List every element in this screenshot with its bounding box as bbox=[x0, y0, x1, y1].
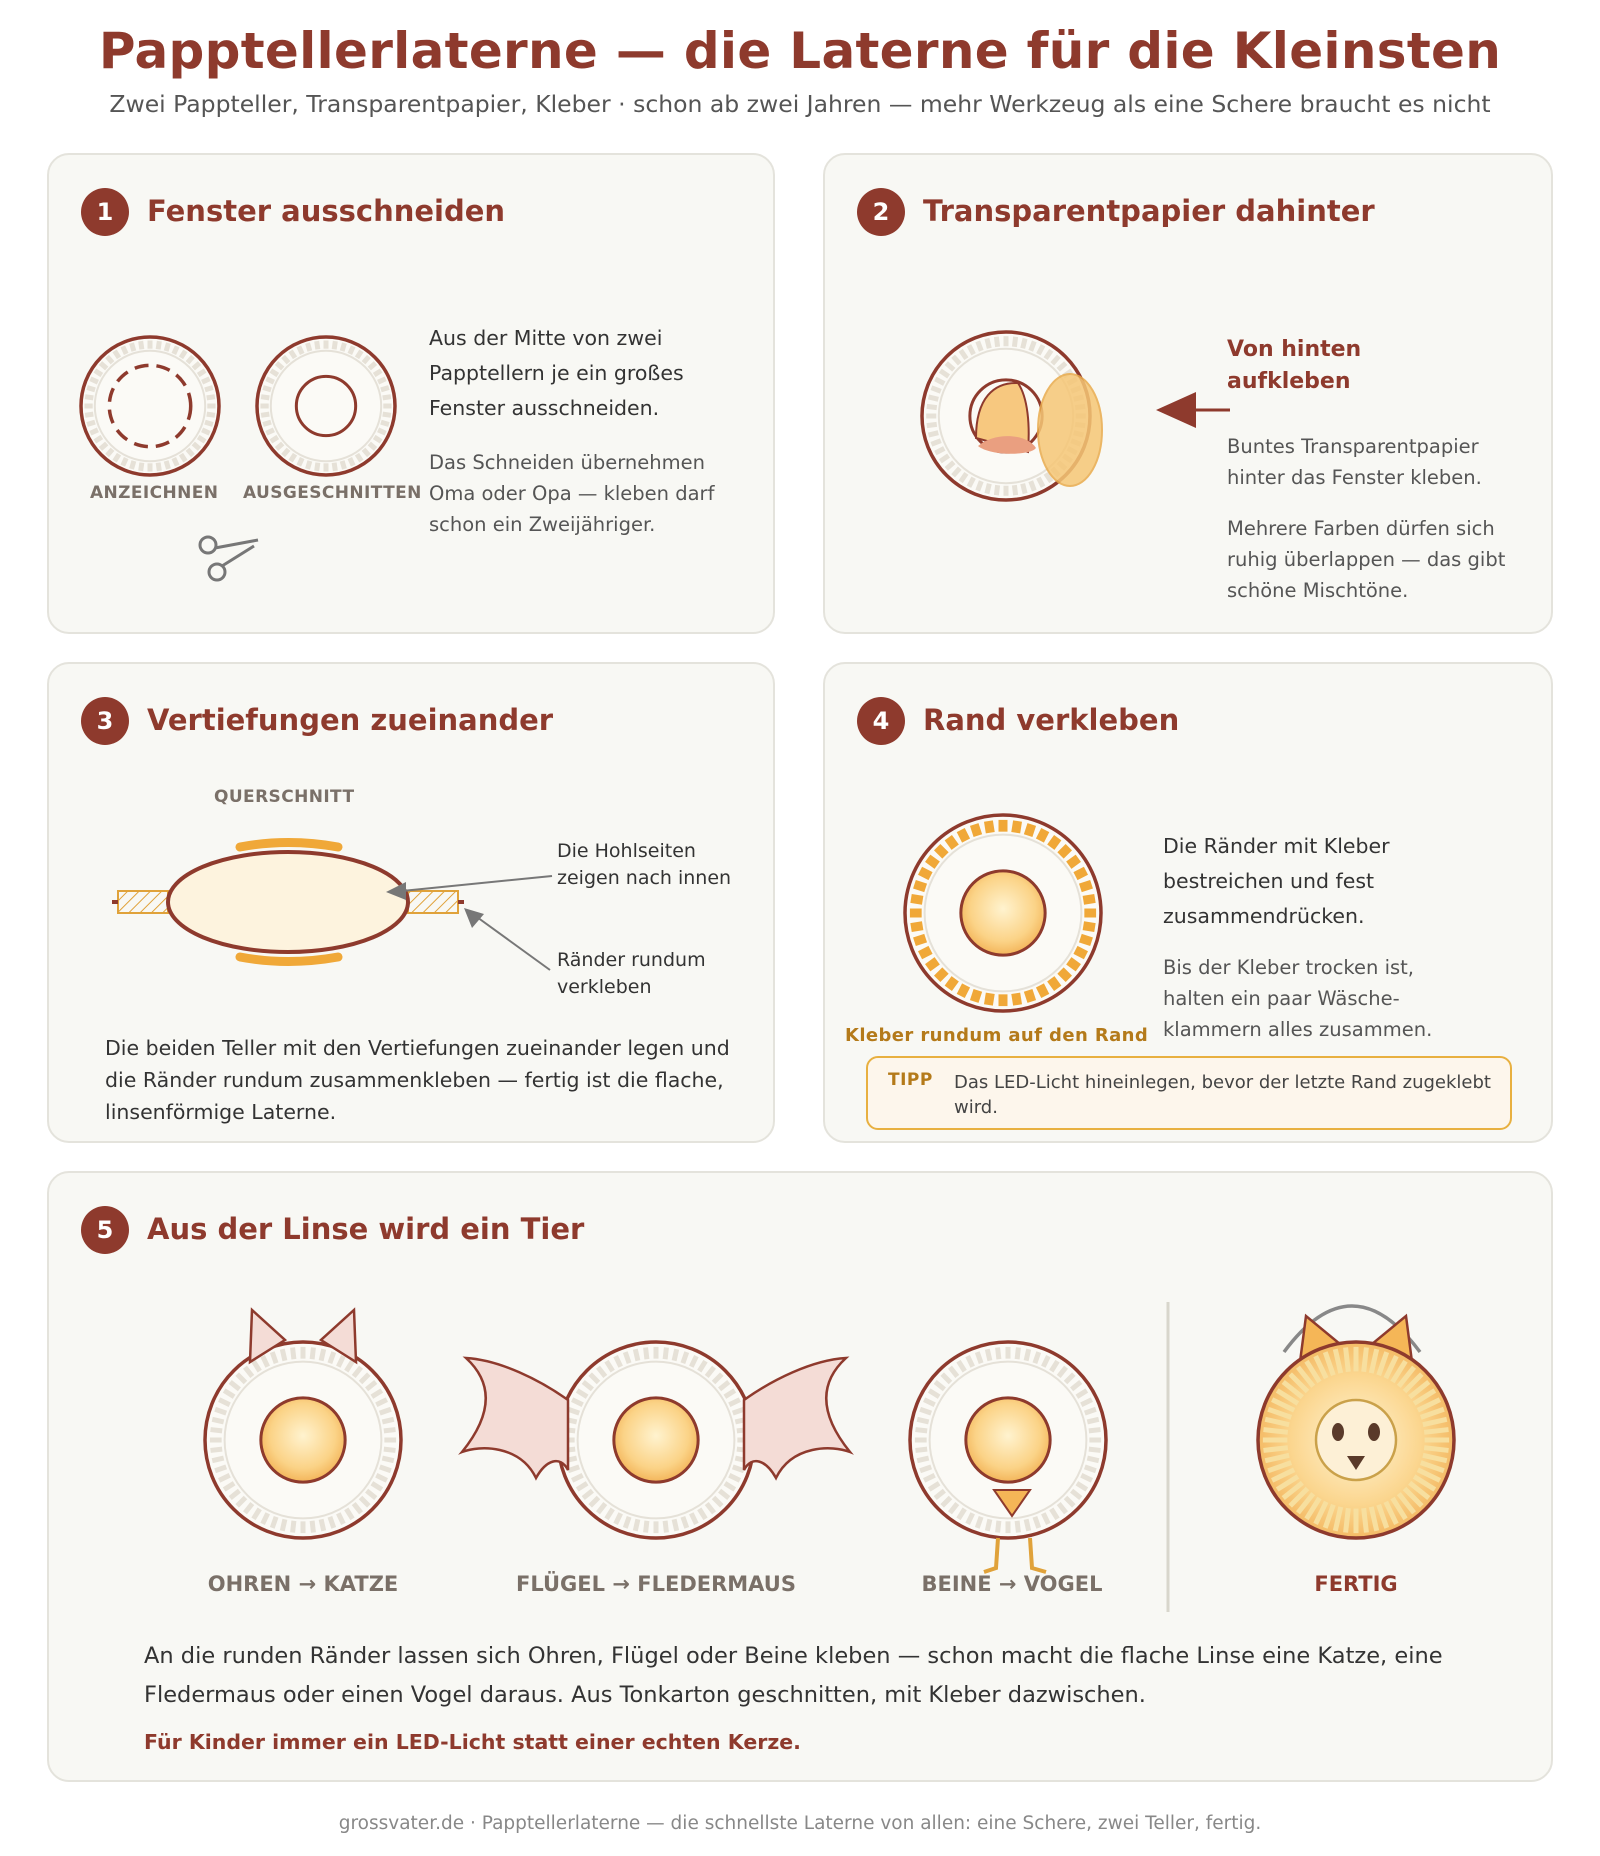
step-2-note: Mehrere Farben dürfen sich ruhig überlappen — das gibt schöne Mischtöne. bbox=[1227, 517, 1506, 602]
owl-face bbox=[1316, 1400, 1396, 1480]
plate-marked bbox=[81, 337, 219, 475]
step-2-badge: 2 bbox=[857, 188, 905, 236]
scissors-icon bbox=[200, 537, 258, 580]
plate-bat bbox=[558, 1342, 754, 1538]
step-5-badge: 5 bbox=[81, 1206, 129, 1254]
step-3-text: Die beiden Teller mit den Vertiefungen zueinander legen und die Ränder rundum zusammenkleben — fertig ist die flache, linsenförmige Laterne. bbox=[105, 1036, 730, 1124]
step-5-text: An die runden Ränder lassen sich Ohren, Flügel oder Beine kleben — schon macht die flache Linse eine Katze, eine Fledermaus oder einen Vogel daraus. Aus Tonkarton geschnitten, mit Kleber dazwischen. bbox=[144, 1643, 1443, 1708]
cross-section bbox=[112, 843, 552, 971]
plate-glued bbox=[905, 815, 1101, 1011]
annotation-raender: Ränder rundum verkleben bbox=[557, 949, 706, 998]
step-1-note: Das Schneiden übernehmen Oma oder Opa — kleben darf schon ein Zweijähriger. bbox=[429, 451, 715, 536]
arrow-left-icon bbox=[1156, 392, 1230, 428]
tip-label: TIPP bbox=[888, 1070, 933, 1090]
tip-box bbox=[866, 1056, 1512, 1130]
plate-cut bbox=[257, 337, 395, 475]
step-1-text: Aus der Mitte von zwei Papptellern je ein großes Fenster ausschneiden. bbox=[429, 326, 684, 420]
page-subtitle: Zwei Pappteller, Transparentpapier, Kleber · schon ab zwei Jahren — mehr Werkzeug als eine Schere braucht es nicht bbox=[109, 90, 1491, 118]
label-anzeichnen: ANZEICHNEN bbox=[90, 483, 219, 503]
step-2-callout: Von hinten aufkleben bbox=[1227, 337, 1362, 394]
step-5-heading: Aus der Linse wird ein Tier bbox=[147, 1212, 585, 1246]
page-title: Papptellerlaterne — die Laterne für die Kleinsten bbox=[98, 22, 1502, 80]
step-2-text: Buntes Transparentpapier hinter das Fenster kleben. bbox=[1227, 435, 1482, 489]
step-3-heading: Vertiefungen zueinander bbox=[147, 703, 554, 737]
footer: grossvater.de · Papptellerlaterne — die schnellste Laterne von allen: eine Schere, zwei Teller, fertig. bbox=[338, 1813, 1262, 1834]
step-1-badge: 1 bbox=[81, 188, 129, 236]
label-ausgeschnitten: AUSGESCHNITTEN bbox=[243, 483, 422, 503]
step-4-heading: Rand verkleben bbox=[923, 703, 1180, 737]
label-katze: OHREN → KATZE bbox=[207, 1572, 399, 1596]
label-querschnitt: QUERSCHNITT bbox=[214, 787, 355, 807]
plate-cat bbox=[205, 1342, 401, 1538]
label-vogel: BEINE → VOGEL bbox=[921, 1572, 1103, 1596]
step-4-note: Bis der Kleber trocken ist, halten ein paar Wäsche-klammern alles zusammen. bbox=[1163, 956, 1433, 1041]
bird-legs bbox=[984, 1538, 1046, 1572]
step-4-text: Die Ränder mit Kleber bestreichen und fest zusammendrücken. bbox=[1163, 834, 1390, 928]
step-2-heading: Transparentpapier dahinter bbox=[923, 194, 1375, 228]
label-fledermaus: FLÜGEL → FLEDERMAUS bbox=[516, 1572, 796, 1596]
step-1-heading: Fenster ausschneiden bbox=[147, 194, 506, 228]
led-warning: Für Kinder immer ein LED-Licht statt einer echten Kerze. bbox=[144, 1730, 801, 1754]
label-kleber-rand: Kleber rundum auf den Rand bbox=[845, 1025, 1149, 1046]
step-4-badge: 4 bbox=[857, 697, 905, 745]
step-3-badge: 3 bbox=[81, 697, 129, 745]
annotation-hohlseiten: Die Hohlseiten zeigen nach innen bbox=[557, 840, 732, 889]
label-fertig: FERTIG bbox=[1314, 1572, 1398, 1596]
tip-text: Das LED-Licht hineinlegen, bevor der letzte Rand zugeklebt wird. bbox=[954, 1072, 1491, 1118]
